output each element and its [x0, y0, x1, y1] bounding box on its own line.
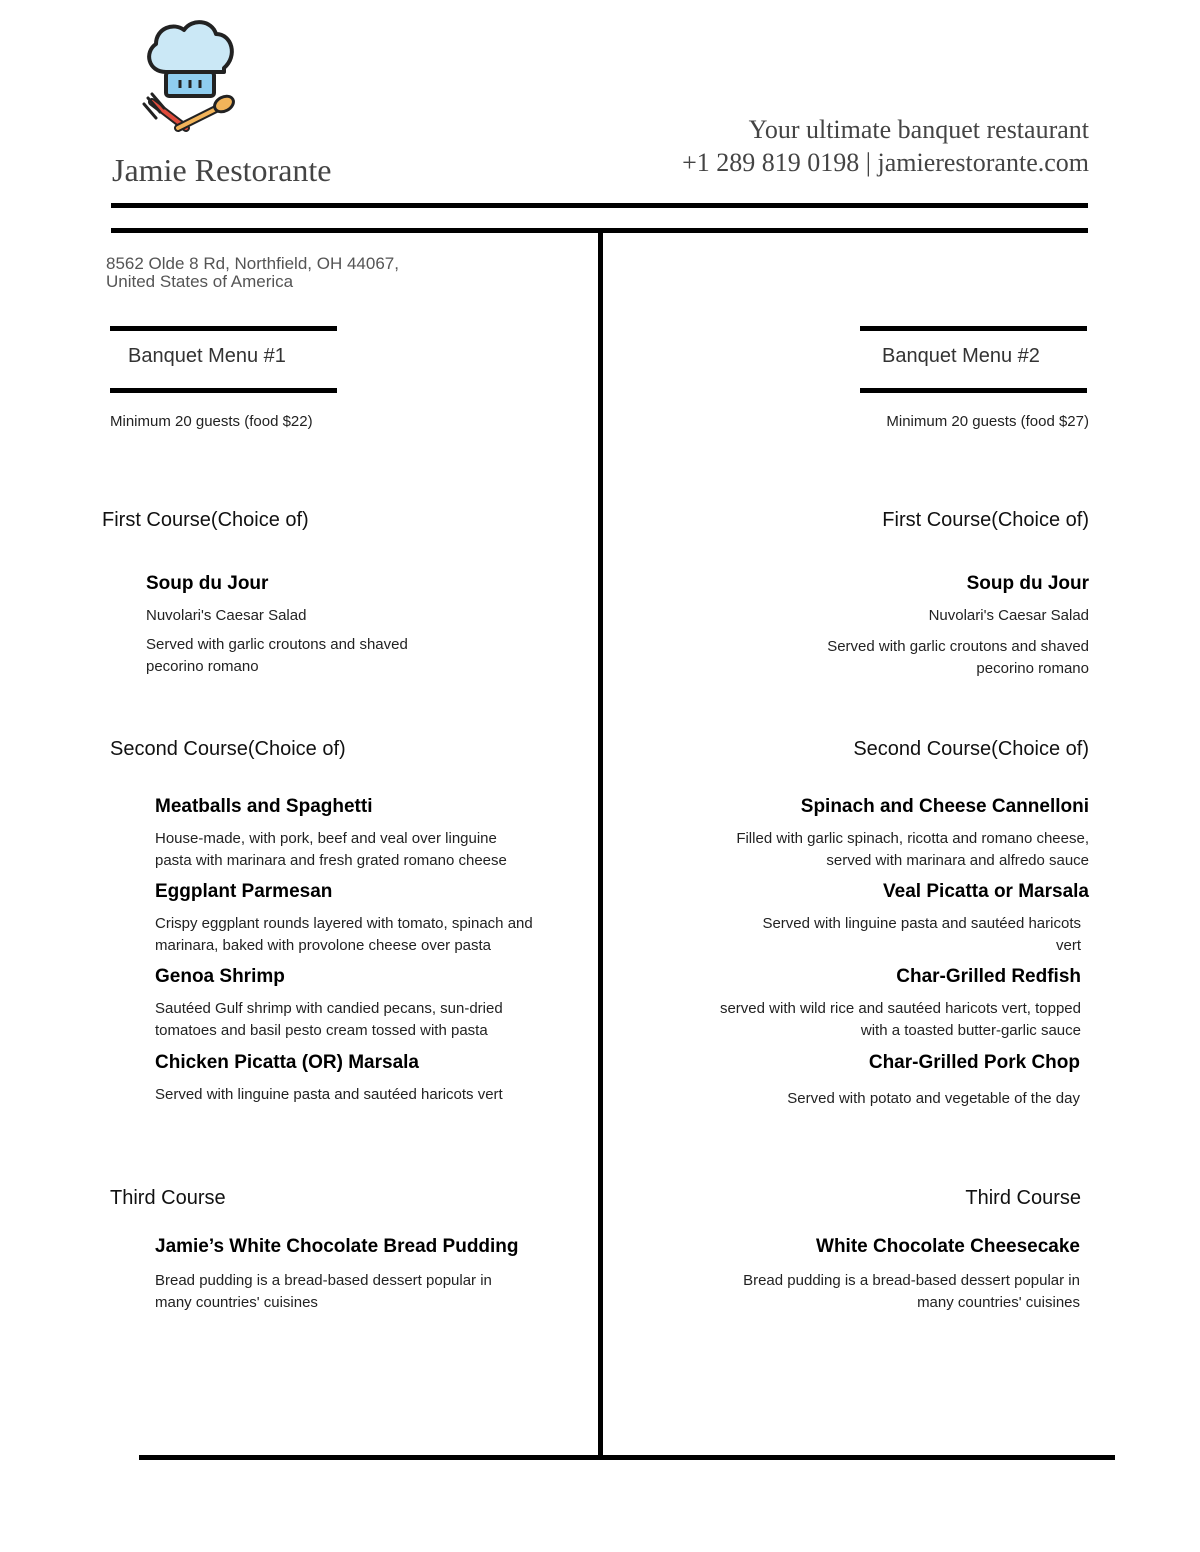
footer-rule [139, 1455, 1115, 1460]
restaurant-name: Jamie Restorante [112, 152, 332, 188]
menu2-third-course-label: Third Course [965, 1187, 1081, 1209]
menu2-second-item-3-name: Char-Grilled Pork Chop [868, 1052, 1080, 1073]
menu1-first-course-label: First Course(Choice of) [102, 509, 309, 531]
menu1-title-rule-top [110, 326, 337, 331]
desc-line: vert [1055, 937, 1081, 954]
desc-line: Sautéed Gulf shrimp with candied pecans, sun-dried [155, 1000, 503, 1017]
menu1-first-item-name: Soup du Jour [146, 573, 269, 594]
menu2-second-item-3-desc: Served with potato and vegetable of the day [787, 1090, 1080, 1107]
menu2-first-course-label: First Course(Choice of) [882, 509, 1089, 531]
menu1-second-item-1-desc [155, 913, 533, 957]
menu1-second-item-3-desc: Served with linguine pasta and sautéed haricots vert [155, 1086, 503, 1103]
menu1-second-item-3-name: Chicken Picatta (OR) Marsala [155, 1052, 419, 1073]
menu1-minimum: Minimum 20 guests (food $22) [110, 413, 313, 430]
menu2-second-item-2-name: Char-Grilled Redfish [896, 966, 1081, 987]
menu1-second-item-2-desc [155, 998, 503, 1042]
logo [140, 16, 240, 140]
desc-line: Served with garlic croutons and shaved [827, 638, 1089, 655]
menu2-first-item-desc [827, 636, 1089, 680]
desc-line: pecorino romano [146, 658, 259, 675]
menu2-second-item-1-desc [762, 913, 1081, 957]
menu2-minimum: Minimum 20 guests (food $27) [886, 413, 1089, 430]
menu2-third-item-name: White Chocolate Cheesecake [816, 1236, 1080, 1257]
menu1-second-item-0-name: Meatballs and Spaghetti [155, 796, 373, 817]
column-divider [598, 233, 603, 1457]
address [106, 255, 399, 291]
header-rule-top [111, 203, 1088, 208]
menu1-first-item-desc [146, 634, 408, 678]
menu1-third-item-desc [155, 1270, 492, 1314]
desc-line: many countries' cuisines [917, 1294, 1080, 1311]
menu1-second-course-label: Second Course(Choice of) [110, 738, 346, 760]
desc-line: Served with linguine pasta and sautéed haricots [762, 915, 1081, 932]
menu2-title-rule-bottom [860, 388, 1087, 393]
menu1-title: Banquet Menu #1 [128, 345, 286, 367]
menu1-title-rule-bottom [110, 388, 337, 393]
menu1-first-item-sub: Nuvolari's Caesar Salad [146, 607, 307, 624]
desc-line: served with wild rice and sautéed haricots vert, topped [719, 1000, 1081, 1017]
desc-line: House-made, with pork, beef and veal over linguine [155, 830, 497, 847]
chef-hat-icon [140, 16, 240, 140]
menu1-second-item-2-name: Genoa Shrimp [155, 966, 285, 987]
desc-line: pasta with marinara and fresh grated romano cheese [155, 852, 507, 869]
menu2-second-item-0-name: Spinach and Cheese Cannelloni [800, 796, 1089, 817]
menu1-second-item-0-desc [155, 828, 507, 872]
contact-info: +1 289 819 0198 | jamierestorante.com [682, 148, 1089, 177]
menu1-third-course-label: Third Course [110, 1187, 226, 1209]
desc-line: with a toasted butter-garlic sauce [860, 1022, 1081, 1039]
tagline: Your ultimate banquet restaurant [748, 115, 1089, 144]
desc-line: many countries' cuisines [155, 1294, 318, 1311]
menu2-second-item-1-name: Veal Picatta or Marsala [883, 881, 1089, 902]
menu1-third-item-name: Jamie’s White Chocolate Bread Pudding [155, 1236, 519, 1257]
desc-line: Crispy eggplant rounds layered with tomato, spinach and [155, 915, 533, 932]
menu2-second-course-label: Second Course(Choice of) [853, 738, 1089, 760]
menu2-third-item-desc [743, 1270, 1080, 1314]
desc-line: Bread pudding is a bread-based dessert popular in [743, 1272, 1080, 1289]
desc-line: Filled with garlic spinach, ricotta and romano cheese, [736, 830, 1089, 847]
menu2-first-item-name: Soup du Jour [966, 573, 1089, 594]
menu2-second-item-0-desc [736, 828, 1089, 872]
menu2-title: Banquet Menu #2 [882, 345, 1040, 367]
desc-line: tomatoes and basil pesto cream tossed with pasta [155, 1022, 488, 1039]
menu2-title-rule-top [860, 326, 1087, 331]
address-line-2: United States of America [106, 272, 294, 291]
desc-line: pecorino romano [976, 660, 1089, 677]
desc-line: Served with garlic croutons and shaved [146, 636, 408, 653]
menu2-second-item-2-desc [720, 998, 1081, 1042]
menu2-first-item-sub: Nuvolari's Caesar Salad [928, 607, 1089, 624]
desc-line: marinara, baked with provolone cheese over pasta [155, 937, 492, 954]
menu1-second-item-1-name: Eggplant Parmesan [155, 881, 333, 902]
desc-line: served with marinara and alfredo sauce [826, 852, 1089, 869]
address-line-1: 8562 Olde 8 Rd, Northfield, OH 44067, [106, 254, 399, 273]
desc-line: Bread pudding is a bread-based dessert popular in [155, 1272, 492, 1289]
